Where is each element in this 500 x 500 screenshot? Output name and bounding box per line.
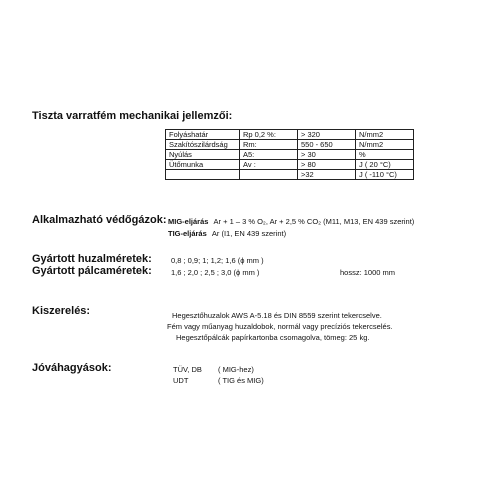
property-symbol: Av :	[240, 160, 298, 170]
rod-length: hossz: 1000 mm	[340, 268, 396, 277]
table-row	[166, 130, 414, 140]
approvals-heading: Jóváhagyások:	[32, 362, 112, 374]
tig-gases: Ar (I1, EN 439 szerint)	[211, 229, 287, 238]
property-value: >32	[298, 170, 356, 180]
property-name	[166, 170, 240, 180]
property-unit: J ( -110 °C)	[356, 170, 414, 180]
property-value: > 80	[298, 160, 356, 170]
table-row	[166, 140, 414, 150]
mig-gas-line	[168, 217, 414, 226]
tig-label: TIG-eljárás	[168, 229, 207, 238]
property-unit: %	[356, 150, 414, 160]
table-row	[166, 170, 414, 180]
wire-sizes-heading: Gyártott huzalméretek:	[32, 253, 152, 265]
table-row	[166, 160, 414, 170]
property-symbol: A5:	[240, 150, 298, 160]
property-value: > 320	[298, 130, 356, 140]
property-name: Szakítószilárdság	[166, 140, 240, 150]
property-symbol	[240, 170, 298, 180]
packaging-line: Hegesztőpálcák papírkartonba csomagolva, tömeg: 25 kg.	[176, 333, 370, 342]
property-unit: N/mm2	[356, 140, 414, 150]
wire-sizes-values: 0,8 ; 0,9; 1; 1,2; 1,6 (ϕ mm )	[171, 256, 264, 265]
rod-sizes-heading: Gyártott pálcaméretek:	[32, 265, 152, 277]
shielding-gases-heading: Alkalmazható védőgázok:	[32, 214, 167, 226]
mechanical-properties-table	[165, 129, 414, 180]
mig-label: MIG-eljárás	[168, 217, 209, 226]
approval-org: UDT	[173, 376, 189, 385]
packaging-heading: Kiszerelés:	[32, 305, 91, 317]
property-name: Ütőmunka	[166, 160, 240, 170]
rod-sizes-values: 1,6 ; 2,0 ; 2,5 ; 3,0 (ϕ mm )	[171, 268, 260, 277]
property-unit: J ( 20 °C)	[356, 160, 414, 170]
mechanical-properties-heading: Tiszta varratfém mechanikai jellemzői:	[32, 110, 233, 122]
mig-gases: Ar + 1 – 3 % O₂, Ar + 2,5 % CO₂ (M11, M13, EN 439 szerint)	[213, 217, 415, 226]
property-name: Nyúlás	[166, 150, 240, 160]
property-symbol: Rm:	[240, 140, 298, 150]
approval-note: ( MIG-hez)	[218, 365, 254, 374]
property-value: > 30	[298, 150, 356, 160]
approval-org: TÜV, DB	[173, 365, 202, 374]
property-value: 550 - 650	[298, 140, 356, 150]
property-symbol: Rp 0,2 %:	[240, 130, 298, 140]
approval-note: ( TIG és MIG)	[218, 376, 264, 385]
packaging-line: Fém vagy műanyag huzaldobok, normál vagy precíziós tekercselés.	[167, 322, 393, 331]
table-row	[166, 150, 414, 160]
property-name: Folyáshatár	[166, 130, 240, 140]
tig-gas-line	[168, 229, 286, 238]
packaging-line: Hegesztőhuzalok AWS A-5.18 és DIN 8559 szerint tekercselve.	[172, 311, 382, 320]
property-unit: N/mm2	[356, 130, 414, 140]
